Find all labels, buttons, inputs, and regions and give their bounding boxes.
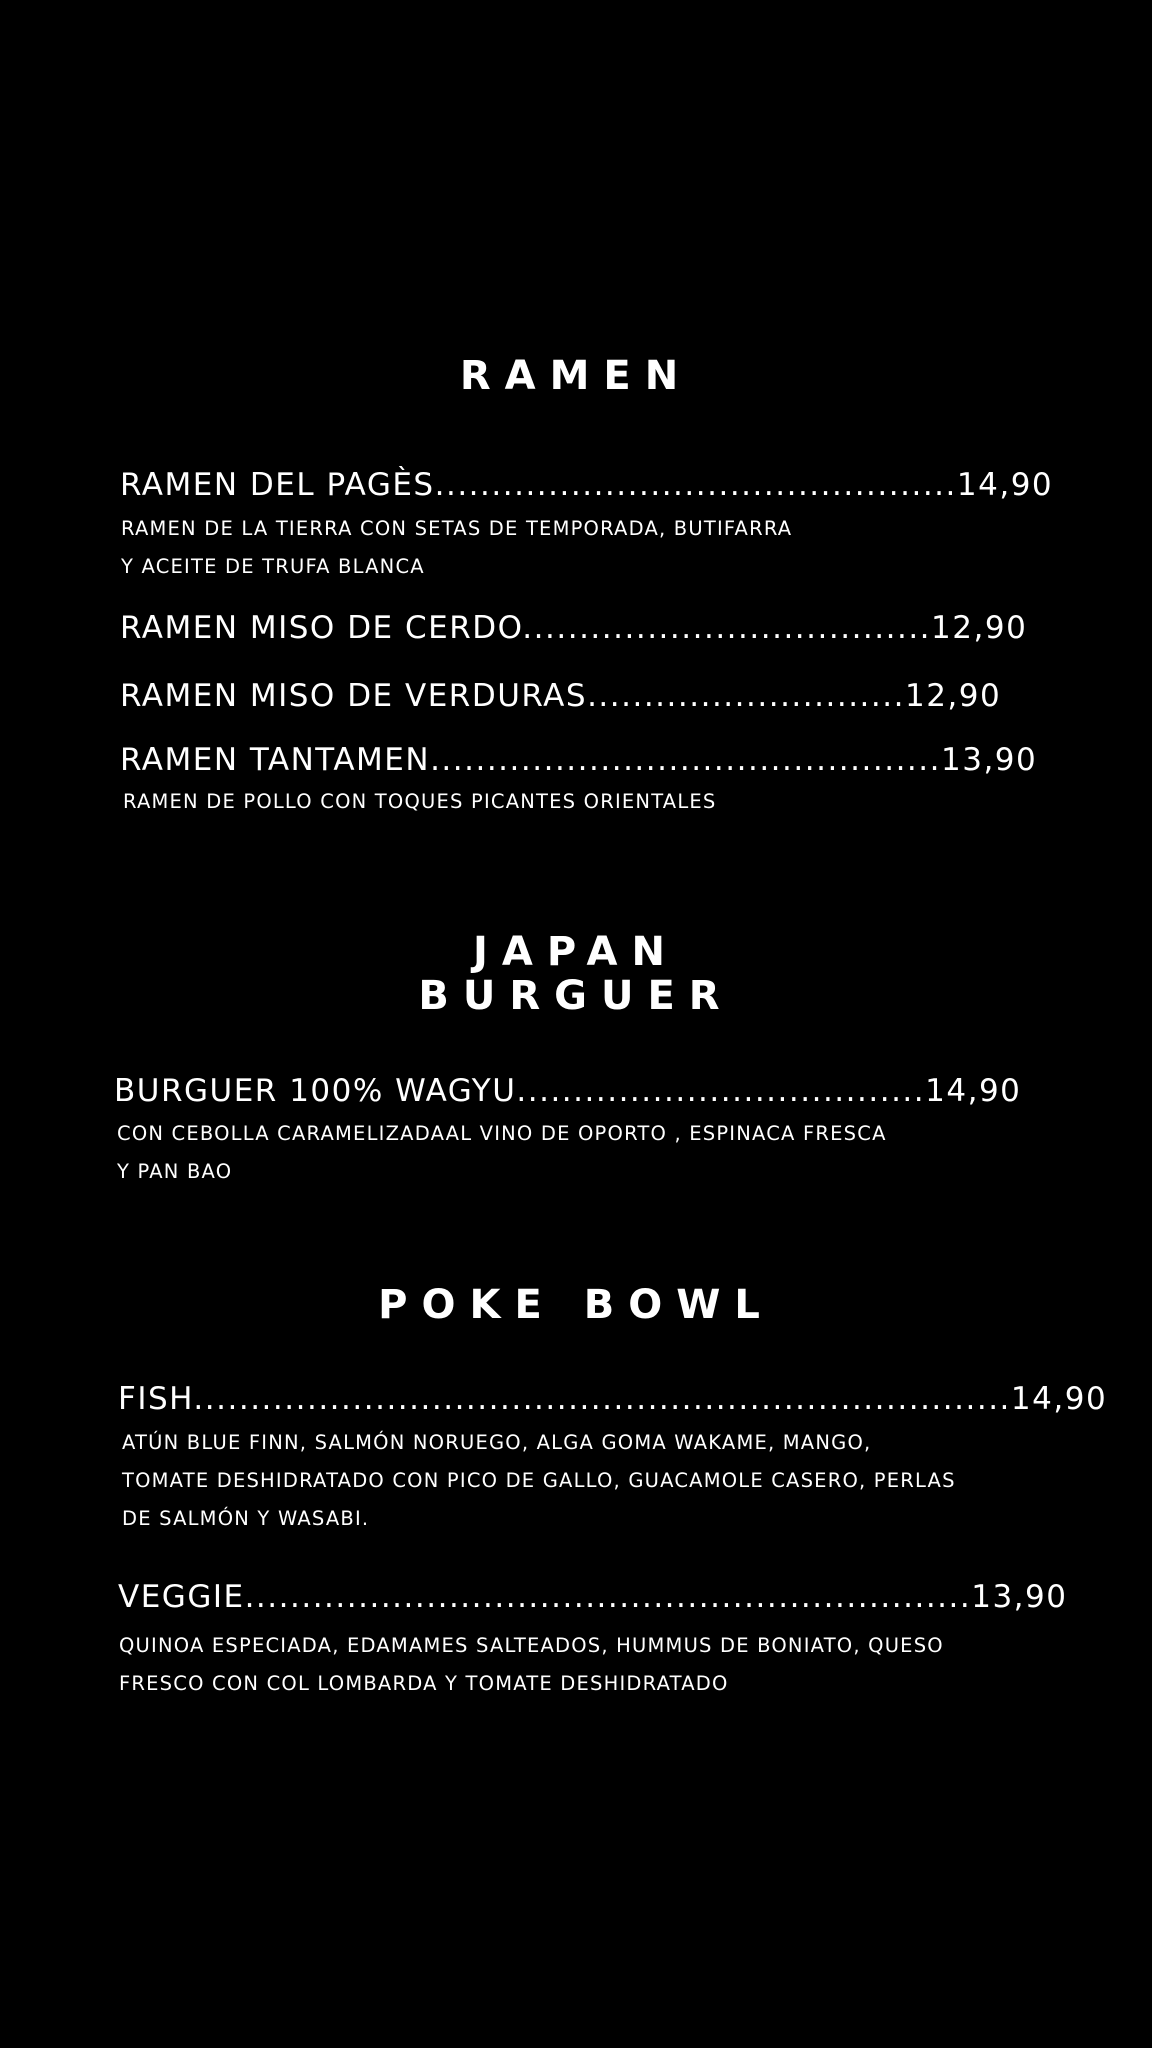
item-name: RAMEN MISO DE VERDURAS (120, 678, 588, 714)
item-price: 13,90 (941, 742, 1038, 778)
item-leader-dots: ............................................. (430, 742, 941, 778)
item-leader-dots: ............................ (587, 678, 905, 714)
item-price: 12,90 (931, 610, 1028, 646)
item-leader-dots: .................................... (522, 610, 932, 646)
item-name: BURGUER 100% WAGYU (114, 1073, 517, 1109)
item-name: FISH (118, 1381, 194, 1417)
item-price: 14,90 (1010, 1381, 1108, 1417)
item-price: 14,90 (956, 467, 1054, 503)
item-price: 14,90 (925, 1073, 1022, 1109)
item-description (123, 783, 717, 821)
item-name: VEGGIE (118, 1579, 245, 1615)
item-description (122, 1424, 956, 1538)
section-title-japan-burguer (0, 930, 1152, 1018)
item-leader-dots: ........................................................................ (193, 1381, 1011, 1417)
menu-item-fish (118, 1381, 1108, 1417)
section-title-line: JAPAN (473, 929, 679, 975)
item-name: RAMEN DEL PAGÈS (120, 467, 435, 503)
description-line: RAMEN DE POLLO CON TOQUES PICANTES ORIENTALES (123, 790, 717, 813)
description-line: FRESCO CON COL LOMBARDA Y TOMATE DESHIDRATADO (119, 1672, 729, 1695)
menu-item-ramen-tantamen (120, 742, 1038, 778)
description-line: Y PAN BAO (117, 1160, 233, 1183)
description-line: Y ACEITE DE TRUFA BLANCA (121, 555, 425, 578)
menu-item-burguer-wagyu (114, 1073, 1022, 1109)
menu-item-ramen-miso-verduras (120, 678, 1020, 714)
item-description (119, 1627, 944, 1703)
menu-item-veggie (118, 1579, 1068, 1615)
item-leader-dots: .............................................. (434, 467, 957, 503)
item-name: RAMEN TANTAMEN (120, 742, 431, 778)
description-line: QUINOA ESPECIADA, EDAMAMES SALTEADOS, HUMMUS DE BONIATO, QUESO (119, 1634, 944, 1657)
item-description (121, 510, 792, 586)
menu-item-ramen-del-pages (120, 467, 1054, 503)
item-leader-dots: ................................................................ (244, 1579, 972, 1615)
item-description (117, 1115, 887, 1191)
section-title-ramen: RAMEN (459, 353, 693, 399)
description-line: ATÚN BLUE FINN, SALMÓN NORUEGO, ALGA GOMA WAKAME, MANGO, (122, 1431, 872, 1454)
item-leader-dots: .................................... (516, 1073, 926, 1109)
item-name: RAMEN MISO DE CERDO (120, 610, 523, 646)
section-title-poke-bowl: POKE BOWL (378, 1282, 774, 1328)
description-line: DE SALMÓN Y WASABI. (122, 1507, 370, 1530)
menu-item-ramen-miso-cerdo (120, 610, 1028, 646)
item-price: 13,90 (971, 1579, 1068, 1615)
description-line: CON CEBOLLA CARAMELIZADAAL VINO DE OPORTO , ESPINACA FRESCA (117, 1122, 887, 1145)
section-title-line: BURGUER (418, 973, 734, 1019)
description-line: TOMATE DESHIDRATADO CON PICO DE GALLO, GUACAMOLE CASERO, PERLAS (122, 1469, 956, 1492)
item-price: 12,90 (904, 678, 1002, 714)
description-line: RAMEN DE LA TIERRA CON SETAS DE TEMPORADA, BUTIFARRA (121, 517, 793, 540)
